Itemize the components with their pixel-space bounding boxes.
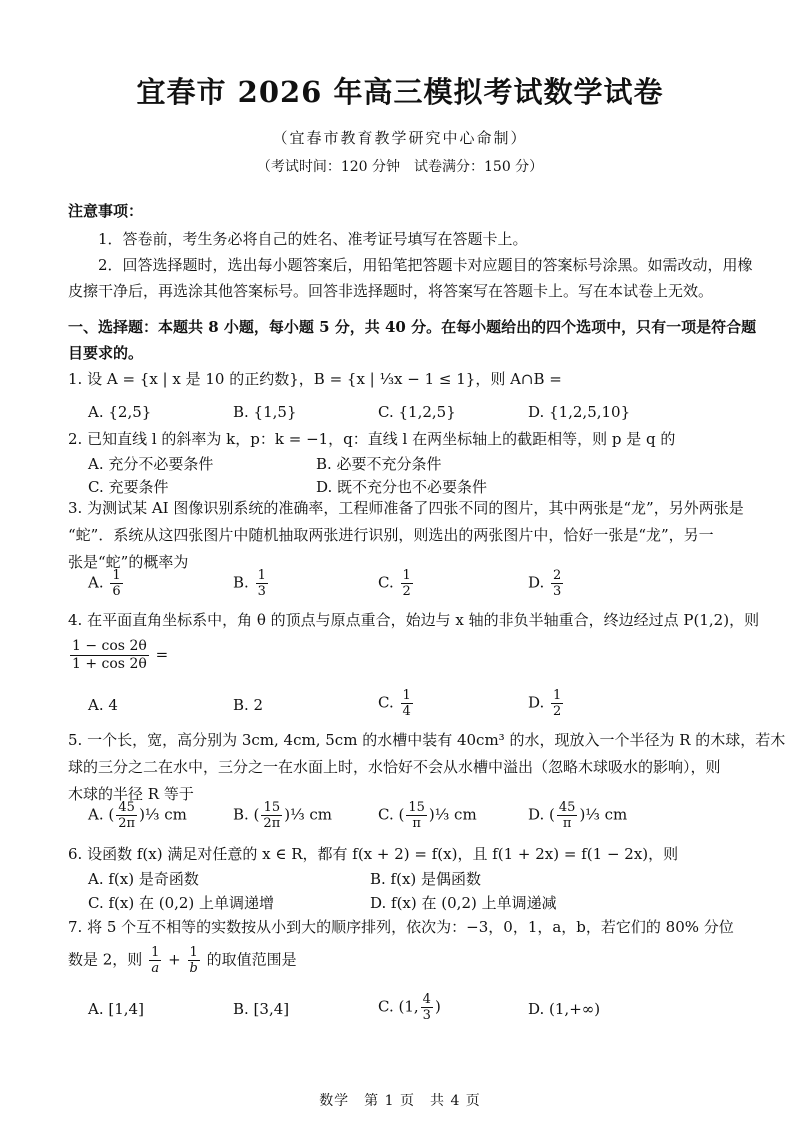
fraction-numerator: 1 bbox=[257, 568, 266, 583]
question-4 bbox=[68, 607, 760, 673]
q5-option-c bbox=[378, 800, 477, 831]
question-1 bbox=[68, 366, 760, 393]
fraction-numerator: 15 bbox=[408, 800, 425, 815]
question-7-line-2 bbox=[68, 945, 760, 976]
fraction-numerator: 1 bbox=[553, 688, 562, 703]
q4-option-d bbox=[528, 688, 565, 719]
fraction-numerator: 2 bbox=[553, 568, 562, 583]
q3-option-c bbox=[378, 568, 415, 599]
q5-option-d-label: D. ( bbox=[528, 805, 555, 824]
fraction-denominator: 6 bbox=[112, 584, 121, 599]
q3-option-b-label: B. bbox=[233, 573, 249, 592]
fraction-denominator: π bbox=[562, 816, 572, 831]
q7-option-d: D. (1,+∞) bbox=[528, 1000, 601, 1018]
q5-option-a-label: A. ( bbox=[88, 805, 115, 824]
notice-item-2: 2．回答选择题时，选出每小题答案后，用铅笔把答题卡对应题目的答案标号涂黑。如需改动，用橡皮擦干净后，再选涂其他答案标号。回答非选择题时，将答案写在答题卡上。写在本试卷上无效。 bbox=[68, 256, 753, 300]
q7-option-b: B. [3,4] bbox=[233, 1000, 290, 1018]
question-2 bbox=[68, 426, 760, 453]
fraction-numerator: 45 bbox=[558, 800, 576, 815]
question-7-options bbox=[88, 992, 768, 1032]
question-1-text: 1. 设 A = {x | x 是 10 的正约数}，B = {x | ⅓x − 1 ≤ 1}，则 A∩B = bbox=[68, 370, 562, 388]
question-5-line-1: 5. 一个长，宽，高分别为 3cm, 4cm, 5cm 的水槽中装有 40cm³ 的水，现放入一个半径为 R 的木球，若木 bbox=[68, 731, 786, 749]
question-5-line-2: 球的三分之二在水中，三分之一在水面上时，水恰好不会从水槽中溢出（忽略木球吸水的影响），则 bbox=[68, 758, 721, 776]
q4-option-d-fraction bbox=[551, 688, 563, 719]
q2-option-b: B. 必要不充分条件 bbox=[316, 455, 442, 473]
q4-option-a: A. 4 bbox=[88, 696, 118, 714]
q2-option-c: C. 充要条件 bbox=[88, 478, 169, 496]
q6-option-a: A. f(x) 是奇函数 bbox=[88, 870, 199, 888]
q6-option-d: D. f(x) 在 (0,2) 上单调递减 bbox=[370, 894, 557, 912]
fraction-denominator: 2 bbox=[402, 584, 411, 599]
question-5 bbox=[68, 727, 786, 808]
fraction-denominator: 3 bbox=[422, 1008, 431, 1023]
question-6-options bbox=[88, 868, 768, 918]
q7-option-c-fraction bbox=[421, 992, 433, 1023]
question-3-line-2: “蛇”．系统从这四张图片中随机抽取两张进行识别，则选出的两张图片中，恰好一张是“龙”，另一 bbox=[68, 526, 714, 544]
q7-option-c-tail: ) bbox=[434, 997, 441, 1016]
q1-option-c: C. {1,2,5} bbox=[378, 403, 456, 421]
q7-option-c bbox=[378, 992, 441, 1023]
q5-option-d-fraction bbox=[557, 800, 578, 831]
q3-option-a bbox=[88, 568, 125, 599]
q4-option-c-fraction bbox=[401, 688, 413, 719]
fraction-denominator: 3 bbox=[553, 584, 562, 599]
fraction-numerator: 15 bbox=[261, 800, 282, 816]
fraction-numerator: 1 bbox=[402, 568, 411, 583]
q3-option-c-fraction bbox=[401, 568, 413, 599]
q5-option-b-fraction bbox=[261, 800, 282, 831]
q5-option-b-tail: )⅓ cm bbox=[284, 805, 333, 824]
question-3-line-1: 3. 为测试某 AI 图像识别系统的准确率，工程师准备了四张不同的图片，其中两张是“龙”，另外两张是 bbox=[68, 499, 744, 517]
q4-option-c bbox=[378, 688, 415, 719]
q3-option-d bbox=[528, 568, 565, 599]
page-title: 宜春市 2026 年高三模拟考试数学试卷 bbox=[136, 75, 664, 109]
question-5-line-3: 木球的半径 R 等于 bbox=[68, 785, 194, 803]
question-6-text: 6. 设函数 f(x) 满足对任意的 x ∈ R，都有 f(x + 2) = f(x)，且 f(1 + 2x) = f(1 − 2x)，则 bbox=[68, 845, 679, 863]
q5-option-a-tail: )⅓ cm bbox=[139, 805, 187, 824]
q7-plus: + bbox=[168, 950, 181, 969]
q7-line-2-prefix: 数是 2，则 bbox=[68, 950, 143, 969]
q4-option-b: B. 2 bbox=[233, 696, 264, 714]
q7-option-a: A. [1,4] bbox=[88, 1000, 144, 1018]
q1-option-d: D. {1,2,5,10} bbox=[528, 403, 631, 421]
q1-option-b: B. {1,5} bbox=[233, 403, 297, 421]
q7-line-2-suffix: 的取值范围是 bbox=[206, 950, 297, 969]
fraction-numerator: 1 bbox=[112, 568, 121, 583]
question-7-line-1: 7. 将 5 个互不相等的实数按从小到大的顺序排列，依次为：−3，0，1，a，b，若它们的 80% 分位 bbox=[68, 918, 734, 936]
q5-option-d-tail: )⅓ cm bbox=[579, 805, 628, 824]
fraction-denominator: 2π bbox=[118, 816, 136, 831]
question-4-options bbox=[88, 688, 768, 728]
fraction-numerator: 4 bbox=[422, 992, 431, 1007]
question-7 bbox=[68, 914, 760, 976]
q5-option-a-fraction bbox=[116, 800, 137, 831]
question-5-options bbox=[88, 800, 768, 840]
fraction-denominator: 2π bbox=[263, 816, 281, 831]
q6-option-b: B. f(x) 是偶函数 bbox=[370, 870, 482, 888]
q3-option-a-fraction bbox=[110, 568, 122, 599]
fraction-denominator: 2 bbox=[553, 704, 562, 719]
fraction-denominator: 1 + cos 2θ bbox=[72, 656, 147, 672]
q1-option-a: A. {2,5} bbox=[88, 403, 152, 421]
q5-option-d bbox=[528, 800, 627, 831]
q7-fraction-1 bbox=[149, 945, 161, 976]
fraction-numerator: 1 bbox=[402, 688, 411, 703]
question-2-text: 2. 已知直线 l 的斜率为 k，p：k = −1，q：直线 l 在两坐标轴上的截距相等，则 p 是 q 的 bbox=[68, 430, 676, 448]
fraction-numerator: 1 bbox=[188, 945, 200, 961]
q4-expression-fraction bbox=[70, 638, 149, 673]
fraction-denominator: b bbox=[189, 961, 198, 976]
section-heading: 一、选择题：本题共 8 小题，每小题 5 分，共 40 分。在每小题给出的四个选项中，只有一项是符合题目要求的。 bbox=[68, 318, 757, 362]
notice-heading: 注意事项： bbox=[68, 202, 144, 220]
q2-option-a: A. 充分不必要条件 bbox=[88, 455, 214, 473]
question-3 bbox=[68, 495, 760, 576]
fraction-numerator: 45 bbox=[116, 800, 137, 816]
q3-option-d-label: D. bbox=[528, 573, 545, 592]
q5-option-a bbox=[88, 800, 187, 831]
q3-option-c-label: C. bbox=[378, 573, 394, 592]
question-3-line-3: 张是“蛇”的概率为 bbox=[68, 553, 189, 571]
page-footer: 数学 第 1 页 共 4 页 bbox=[319, 1093, 481, 1109]
exam-meta: （考试时间：120 分钟 试卷满分：150 分） bbox=[256, 159, 544, 175]
fraction-denominator: 4 bbox=[402, 704, 411, 719]
q7-option-c-label: C. (1, bbox=[378, 997, 419, 1016]
q5-option-c-fraction bbox=[406, 800, 427, 831]
q7-fraction-2 bbox=[188, 945, 200, 976]
question-6 bbox=[68, 841, 760, 868]
question-3-options bbox=[88, 568, 768, 608]
q3-option-a-label: A. bbox=[88, 573, 104, 592]
q4-option-c-label: C. bbox=[378, 693, 394, 712]
q5-option-c-label: C. ( bbox=[378, 805, 405, 824]
fraction-denominator: π bbox=[412, 816, 421, 831]
q3-option-b bbox=[233, 568, 270, 599]
fraction-numerator: 1 bbox=[151, 945, 160, 960]
q4-option-d-label: D. bbox=[528, 693, 545, 712]
notice-item-1: 1．答卷前，考生务必将自己的姓名、准考证号填写在答题卡上。 bbox=[98, 230, 528, 248]
q2-option-d: D. 既不充分也不必要条件 bbox=[316, 478, 488, 496]
question-4-expression bbox=[68, 638, 760, 673]
q5-option-b bbox=[233, 800, 332, 831]
fraction-numerator: 1 − cos 2θ bbox=[72, 638, 147, 654]
question-4-line-1: 4. 在平面直角坐标系中，角 θ 的顶点与原点重合，始边与 x 轴的非负半轴重合，终边经过点 P(1,2)，则 bbox=[68, 611, 760, 629]
q5-option-b-label: B. ( bbox=[233, 805, 260, 824]
q5-option-c-tail: )⅓ cm bbox=[428, 805, 477, 824]
q3-option-b-fraction bbox=[256, 568, 268, 599]
q3-option-d-fraction bbox=[551, 568, 563, 599]
q4-equals: = bbox=[155, 645, 169, 664]
page-subtitle: （宜春市教育教学研究中心命制） bbox=[272, 129, 528, 147]
fraction-denominator: a bbox=[151, 961, 160, 976]
q6-option-c: C. f(x) 在 (0,2) 上单调递增 bbox=[88, 894, 275, 912]
fraction-denominator: 3 bbox=[257, 584, 266, 599]
